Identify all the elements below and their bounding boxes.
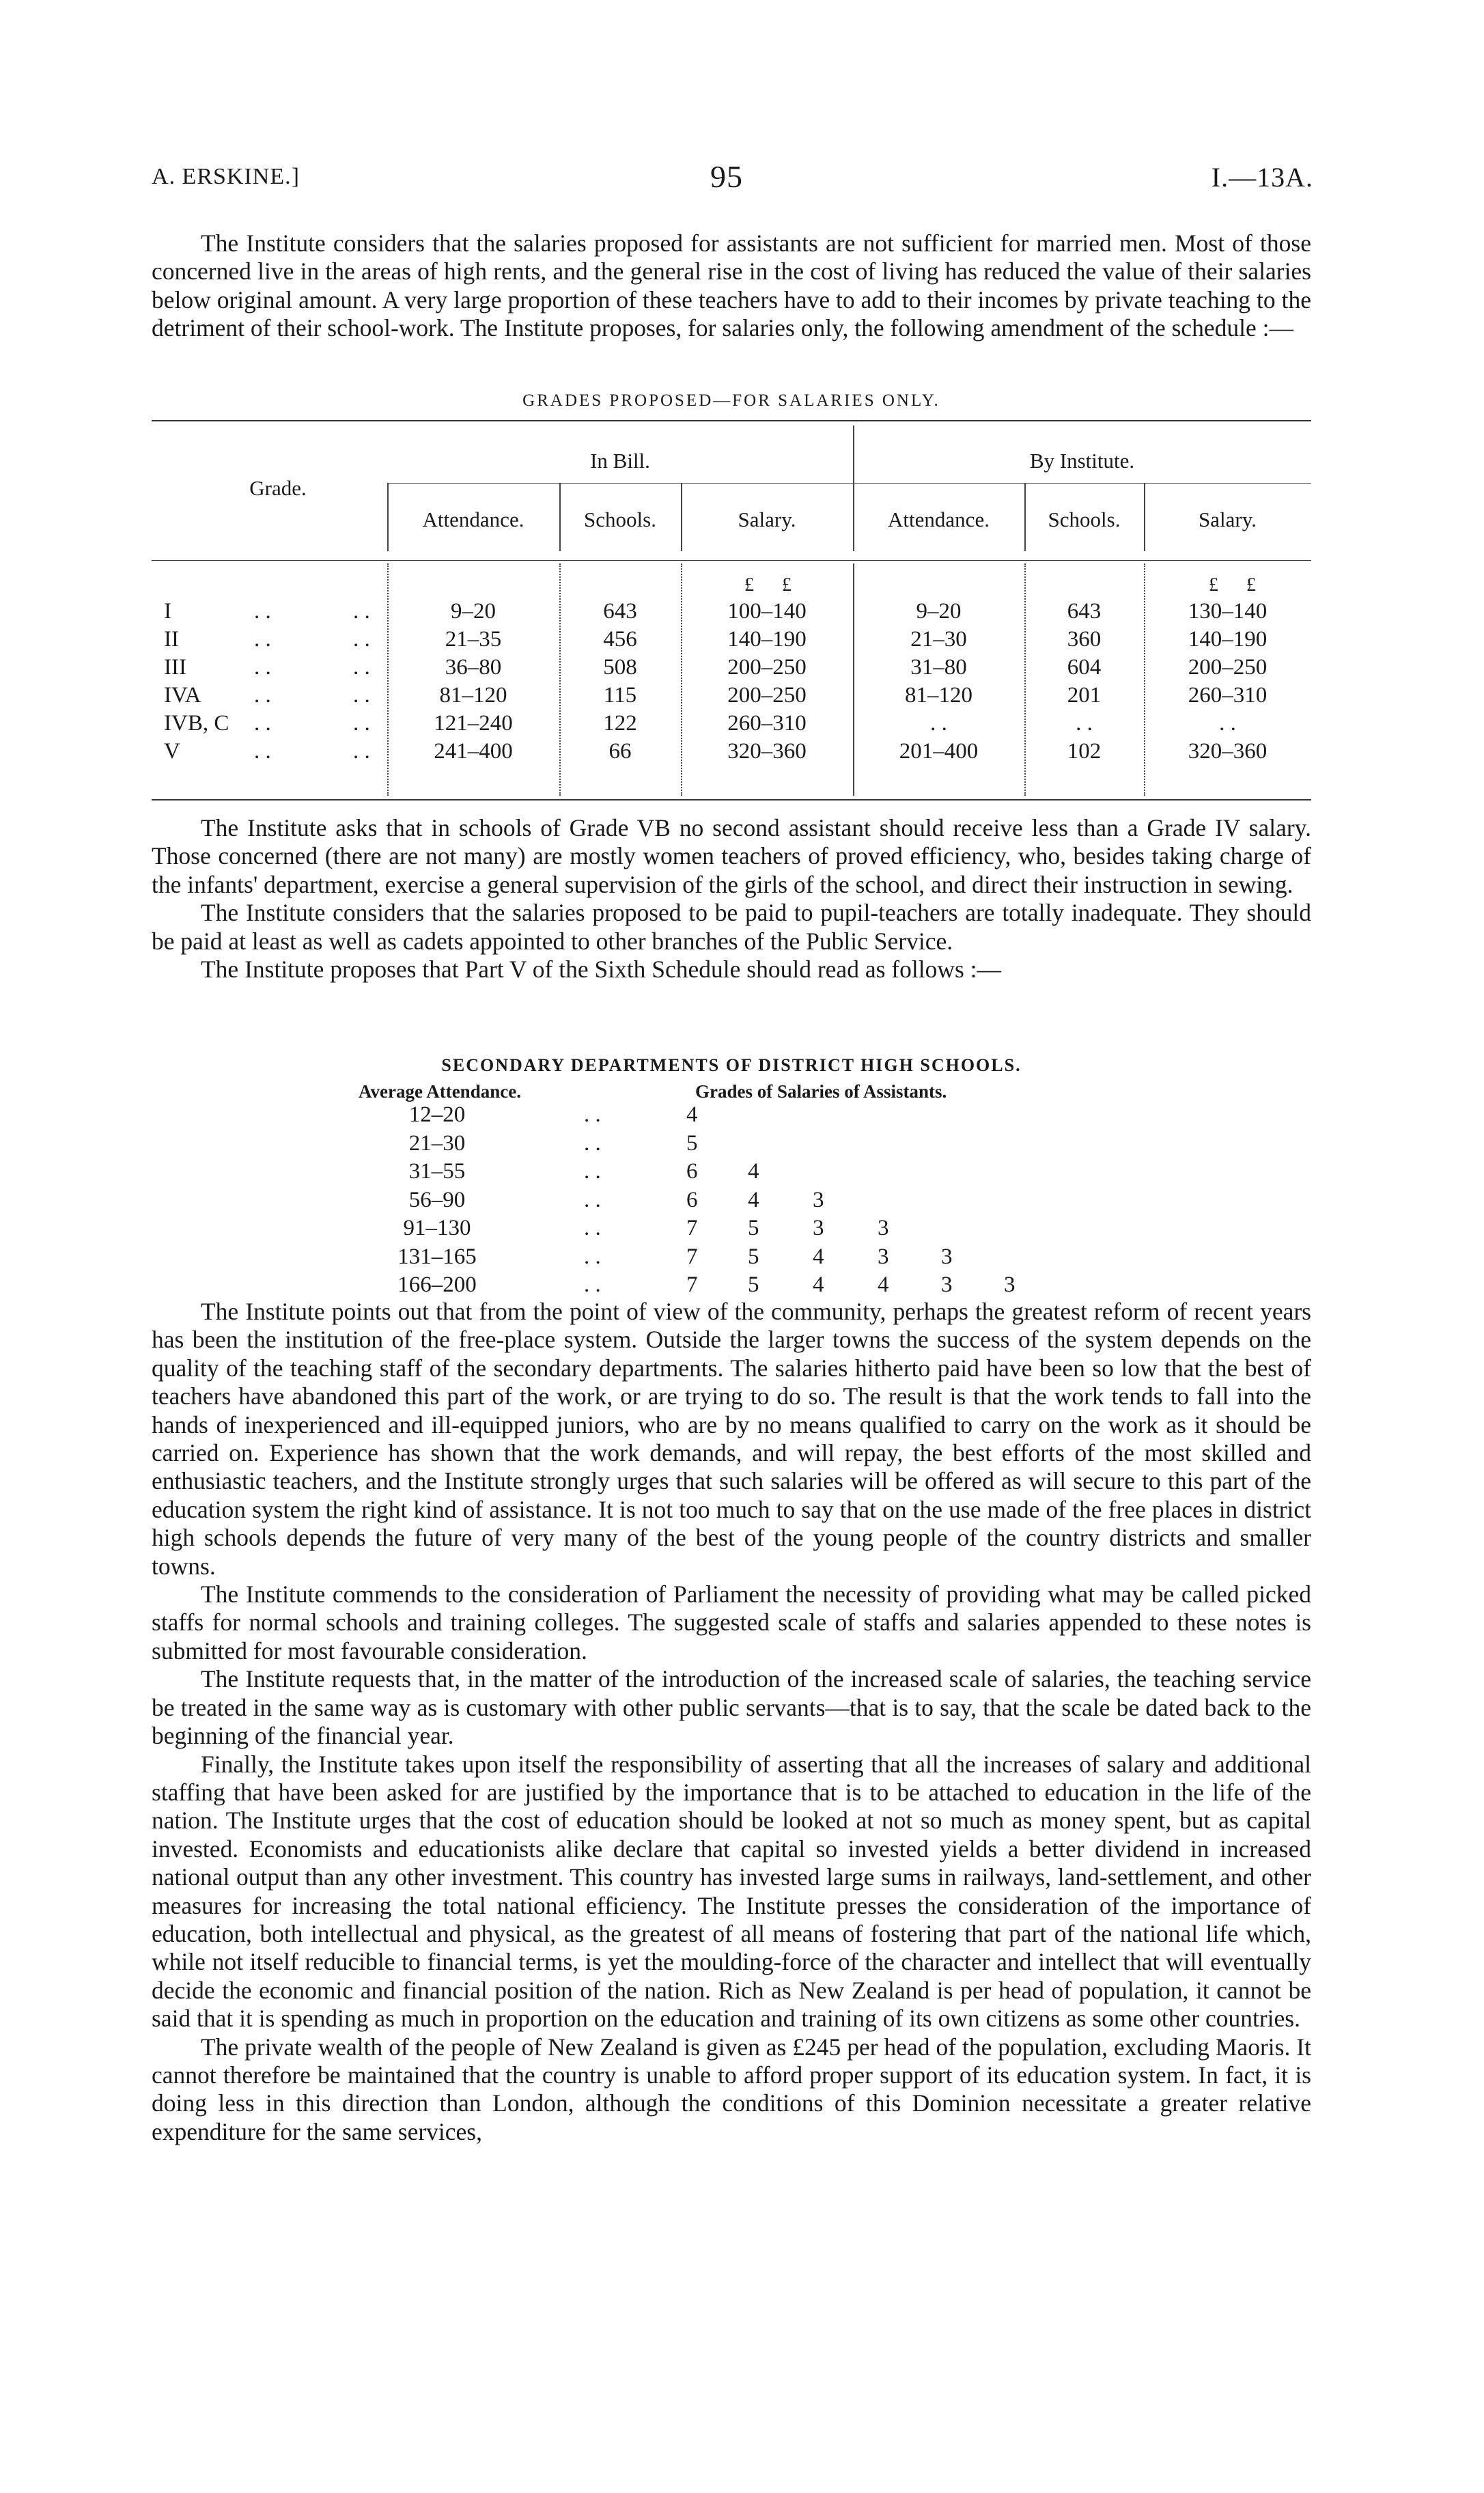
- table-cell-inst-sch: 604: [1067, 655, 1102, 680]
- leader-dots: . .: [254, 739, 271, 764]
- paragraph: Finally, the Institute takes upon itself the responsibility of asserting that all the increases of salary and additional staffing that have been asked for are justified by the importance that is to be attached to education in the life of the nation. The Institute urges that the cost of education should be looked at not so much as money spent, but as capital invested. Economists and educationists alike declare that capital so invested yields a better dividend in increased national output than any other investment. This country has invested large sums in railways, land-settlement, and other measures for increasing the total national efficiency. The Institute presses the consideration of the importance of education, both intellectual and physical, as the greatest of all means of fostering that part of the national life which, while not itself reducible to financial terms, is yet the moulding-force of the character and intellect that will eventually decide the economic and financial position of the nation. Rich as New Zealand is per head of population, it cannot be said that it is spending as much in proportion on the education and training of its own citizens as some other countries.: [152, 1750, 1311, 2033]
- secondary-grade: 3: [941, 1272, 953, 1297]
- table-rule-bottom: [152, 799, 1311, 800]
- table-rule-header: [152, 560, 1311, 561]
- table-cell-bill-att: 121–240: [434, 711, 513, 736]
- grade-label: V: [164, 739, 180, 764]
- paragraph: The Institute proposes that Part V of the Sixth Schedule should read as follows :—: [201, 956, 1002, 984]
- leader-dots: . .: [254, 599, 271, 624]
- table-cell-inst-att: 21–30: [910, 627, 967, 652]
- leader-dots: . .: [353, 599, 370, 624]
- paragraph: The Institute asks that in schools of Grade VB no second assistant should receive less than a Grade IV salary. Those concerned (there are not many) are mostly women teachers of proved efficiency, who, besides taking charge of the infants' department, exercise a general supervision of the girls of the school, and direct their instruction in sewing.: [152, 814, 1311, 898]
- paragraph: The Institute points out that from the point of view of the community, perhaps the greatest reform of recent years has been the institution of the free-place system. Outside the larger towns the success of the system depends on the quality of the teaching staff of the secondary departments. The salaries hitherto paid have been so low that the best of teachers have abandoned this part of the work, or are trying to do so. The result is that the work tends to fall into the hands of inexperienced and ill-equipped juniors, who are by no means qualified to carry on the work as it should be carried on. Experience has shown that the work demands, and will repay, the best efforts of the most skilled and enthusiastic teachers, and the Institute strongly urges that such salaries will be offered as will secure to this part of the education system the right kind of assistance. It is not too much to say that on the use made of the free places in district high schools depends the future of very many of the best of the young people of the country districts and smaller towns.: [152, 1298, 1311, 1580]
- leader-dots: . .: [254, 683, 271, 708]
- grade-label: II: [164, 627, 179, 652]
- leader-dots: . .: [584, 1216, 601, 1240]
- leader-dots: . .: [584, 1130, 601, 1156]
- middle-paragraphs: [152, 814, 1311, 984]
- leader-dots: . .: [254, 655, 271, 680]
- secondary-grade: 5: [748, 1216, 759, 1240]
- running-header-author: A. ERSKINE.]: [152, 164, 300, 189]
- page-number: 95: [710, 159, 743, 194]
- table-cell-bill-sch: 66: [608, 739, 632, 764]
- header-bill-salary: Salary.: [738, 507, 796, 531]
- secondary-grade: 6: [686, 1187, 698, 1212]
- secondary-attendance: 21–30: [408, 1130, 466, 1156]
- table-cell-inst-att: 9–20: [916, 599, 962, 624]
- leader-dots: . .: [353, 683, 370, 708]
- paragraph: The Institute requests that, in the matter of the introduction of the increased scale of salaries, the teaching service be treated in the same way as is customary with other public servants—that is to say, that the scale be dated back to the beginning of the financial year.: [152, 1665, 1311, 1750]
- table-cell-bill-att: 81–120: [439, 683, 507, 708]
- secondary-grade: 4: [813, 1244, 824, 1269]
- header-bill-attendance: Attendance.: [422, 507, 524, 531]
- secondary-grade: 4: [813, 1272, 824, 1297]
- table-cell-inst-att: 31–80: [910, 655, 967, 680]
- table-cell-inst-sch: 643: [1067, 599, 1102, 624]
- table-cell-bill-sal: 140–190: [727, 627, 807, 652]
- table-cell-inst-sch: . .: [1076, 711, 1093, 736]
- header-bill-schools: Schools.: [584, 507, 656, 531]
- secondary-header-grades: Grades of Salaries of Assistants.: [695, 1081, 947, 1102]
- table-cell-inst-sal: 200–250: [1188, 655, 1268, 680]
- table-cell-inst-sal: 130–140: [1188, 599, 1268, 624]
- leader-dots: . .: [584, 1159, 601, 1184]
- leader-dots: . .: [584, 1102, 601, 1127]
- leader-dots: . .: [353, 739, 370, 764]
- secondary-grade: 4: [748, 1187, 759, 1212]
- secondary-grade: 3: [813, 1216, 824, 1240]
- secondary-grade: 5: [748, 1244, 759, 1269]
- paragraph: The Institute considers that the salaries proposed to be paid to pupil-teachers are totally inadequate. They should be paid at least as well as cadets appointed to other branches of the Public Service.: [152, 899, 1311, 955]
- grade-label: IVB, C: [164, 711, 229, 736]
- table-cell-inst-sch: 201: [1067, 683, 1102, 708]
- header-by-institute: By Institute.: [1029, 449, 1135, 473]
- secondary-attendance: 12–20: [408, 1102, 466, 1127]
- pound-symbol: £: [1209, 574, 1218, 596]
- table-rule-subheader: [387, 483, 1311, 484]
- table-cell-bill-sch: 643: [603, 599, 637, 624]
- table-cell-bill-sch: 456: [603, 627, 637, 652]
- leader-dots: . .: [353, 627, 370, 652]
- secondary-attendance: 131–165: [397, 1244, 477, 1269]
- table-cell-inst-sch: 360: [1067, 627, 1102, 652]
- col-divider: [853, 426, 854, 551]
- table-cell-inst-att: . .: [930, 711, 947, 736]
- secondary-grade: 4: [878, 1272, 889, 1297]
- secondary-table-title: SECONDARY DEPARTMENTS OF DISTRICT HIGH SCHOOLS.: [441, 1055, 1022, 1075]
- table-cell-bill-att: 241–400: [434, 739, 513, 764]
- table-cell-bill-sch: 508: [603, 655, 637, 680]
- grade-label: I: [164, 599, 171, 624]
- table-rule-top: [152, 420, 1311, 421]
- secondary-grade: 3: [878, 1244, 889, 1269]
- secondary-grade: 5: [748, 1272, 759, 1297]
- header-inst-schools: Schools.: [1048, 507, 1121, 531]
- leader-dots: . .: [584, 1244, 601, 1269]
- secondary-grade: 7: [686, 1272, 698, 1297]
- secondary-grade: 4: [686, 1102, 698, 1127]
- table-cell-inst-att: 81–120: [905, 683, 972, 708]
- intro-paragraph-block: [152, 229, 1311, 343]
- leader-dots: . .: [254, 627, 271, 652]
- table-cell-bill-sal: 200–250: [727, 683, 807, 708]
- secondary-attendance: 166–200: [397, 1272, 477, 1297]
- table-cell-bill-sal: 260–310: [727, 711, 807, 736]
- leader-dots: . .: [353, 655, 370, 680]
- table-cell-inst-sch: 102: [1067, 739, 1102, 764]
- grade-label: III: [164, 655, 186, 680]
- header-in-bill: In Bill.: [590, 449, 650, 473]
- leader-dots: . .: [584, 1272, 601, 1297]
- header-inst-attendance: Attendance.: [888, 507, 990, 531]
- paragraph: The Institute commends to the consideration of Parliament the necessity of providing what may be called picked staffs for normal schools and training colleges. The suggested scale of staffs and salaries appended to these notes is submitted for most favourable consideration.: [152, 1580, 1311, 1665]
- table-cell-bill-att: 36–80: [445, 655, 502, 680]
- table-cell-bill-att: 21–35: [445, 627, 502, 652]
- leader-dots: . .: [254, 711, 271, 736]
- grades-table: [152, 420, 1311, 803]
- table-cell-bill-sal: 200–250: [727, 655, 807, 680]
- table-cell-inst-sal: 320–360: [1188, 739, 1268, 764]
- secondary-grade: 7: [686, 1216, 698, 1240]
- document-reference: I.—13A.: [1211, 162, 1313, 193]
- closing-paragraphs: [152, 1298, 1311, 2146]
- table-cell-inst-sal: . .: [1219, 711, 1236, 736]
- leader-dots: . .: [353, 711, 370, 736]
- intro-paragraph: The Institute considers that the salaries proposed for assistants are not sufficient for married men. Most of those concerned live in the areas of high rents, and the general rise in the cost of living has reduced the value of their salaries below original amount. A very large proportion of these teachers have to add to their incomes by private teaching to the detriment of their school-work. The Institute proposes, for salaries only, the following amendment of the schedule :—: [152, 229, 1311, 342]
- secondary-attendance: 31–55: [408, 1159, 466, 1184]
- grade-label: IVA: [164, 683, 201, 708]
- table-cell-bill-sch: 122: [603, 711, 637, 736]
- grades-table-caption: GRADES PROPOSED—FOR SALARIES ONLY.: [522, 391, 940, 410]
- secondary-grade: 3: [941, 1244, 953, 1269]
- table-cell-bill-sal: 100–140: [727, 599, 807, 624]
- table-cell-bill-sch: 115: [603, 683, 637, 708]
- secondary-attendance: 91–130: [403, 1216, 471, 1240]
- table-cell-bill-att: 9–20: [451, 599, 496, 624]
- header-grade: Grade.: [249, 476, 307, 500]
- paragraph: The private wealth of the people of New Zealand is given as £245 per head of the population, excluding Maoris. It cannot therefore be maintained that the country is unable to afford proper support of its education system. In fact, it is doing less in this direction than London, although the conditions of this Dominion necessitate a greater relative expenditure for the same services,: [152, 2033, 1311, 2145]
- secondary-grade: 3: [878, 1216, 889, 1240]
- table-cell-bill-sal: 320–360: [727, 739, 807, 764]
- table-cell-inst-att: 201–400: [899, 739, 979, 764]
- secondary-grade: 7: [686, 1244, 698, 1269]
- secondary-header-attendance: Average Attendance.: [359, 1081, 521, 1102]
- pound-symbol: £: [782, 574, 792, 596]
- pound-symbol: £: [744, 574, 754, 596]
- table-cell-inst-sal: 140–190: [1188, 627, 1268, 652]
- secondary-grade: 4: [748, 1159, 759, 1184]
- secondary-grade: 6: [686, 1159, 698, 1184]
- secondary-grade: 5: [686, 1130, 698, 1156]
- leader-dots: . .: [584, 1187, 601, 1212]
- secondary-grade: 3: [813, 1187, 824, 1212]
- header-inst-salary: Salary.: [1199, 507, 1257, 531]
- pound-symbol: £: [1246, 574, 1256, 596]
- secondary-grade: 3: [1004, 1272, 1016, 1297]
- table-cell-inst-sal: 260–310: [1188, 683, 1268, 708]
- secondary-attendance: 56–90: [408, 1187, 466, 1212]
